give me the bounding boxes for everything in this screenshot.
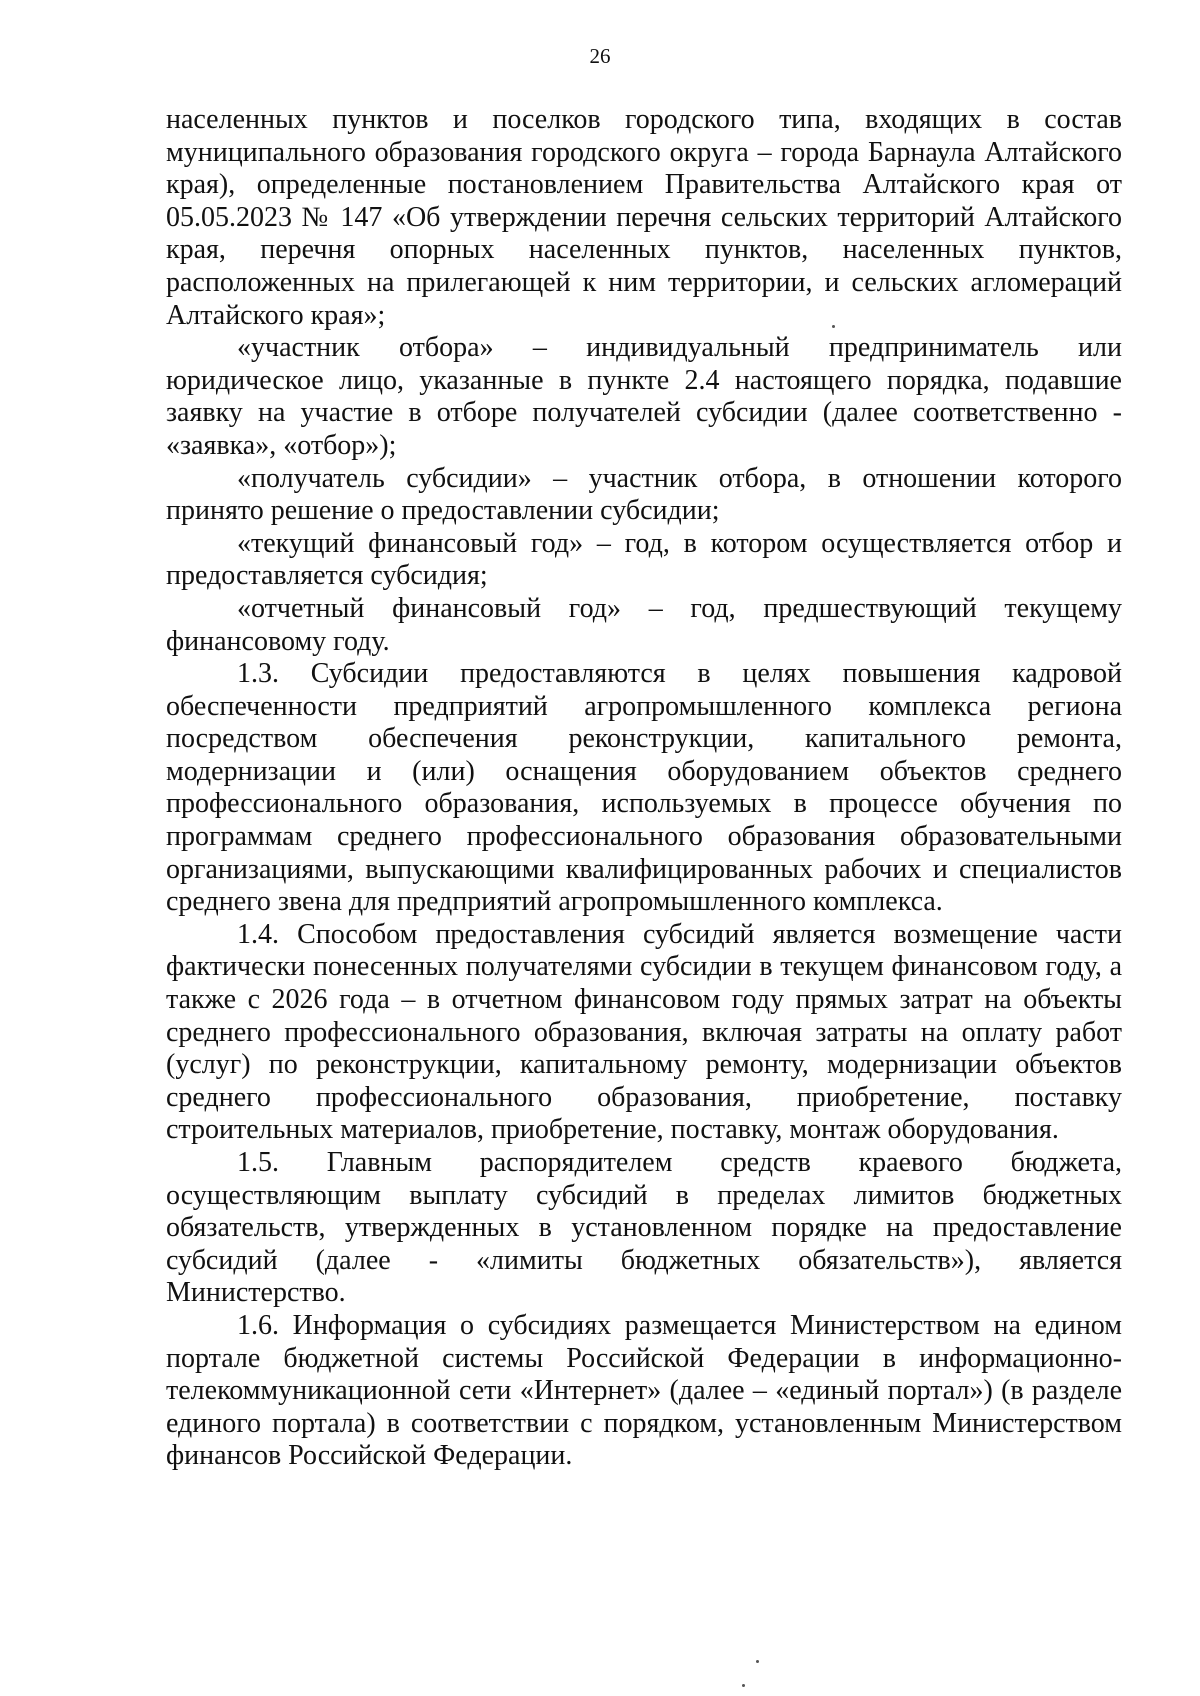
page-number: 26 — [589, 44, 611, 68]
paragraph-definition-current-year: «текущий финансовый год» – год, в котором осуществляется отбор и предоставляется субсидия; — [166, 527, 1122, 592]
paragraph-continuation: населенных пунктов и поселков городского типа, входящих в состав муниципального образования городского округа – города Барнаула Алтайского края), определенные постановлением Правительства Алтайского края от 05.05.2023 № 147 «Об утверждении перечня сельских территорий Алтайского края, перечня опорных населенных пунктов, населенных пунктов, расположенных на прилегающей к ним территории, и сельских агломераций Алтайского края»; — [166, 104, 1122, 331]
paragraph-1-6: 1.6. Информация о субсидиях размещается Министерством на едином портале бюджетной системы Российской Федерации в информационно-телекоммуникационной сети «Интернет» (далее – «единый портал») (в разделе единого портала) в соответствии с порядком, установленным Министерством финансов Российской Федерации. — [166, 1309, 1122, 1472]
document-body — [166, 104, 1122, 1473]
scan-speck — [756, 1660, 759, 1663]
paragraph-definition-recipient: «получатель субсидии» – участник отбора, в отношении которого принято решение о предоставлении субсидии; — [166, 462, 1122, 527]
paragraph-1-3: 1.3. Субсидии предоставляются в целях повышения кадровой обеспеченности предприятий агропромышленного комплекса региона посредством обеспечения реконструкции, капитального ремонта, модернизации и (или) оснащения оборудованием объектов среднего профессионального образования, используемых в процессе обучения по программам среднего профессионального образования образовательными организациями, выпускающими квалифицированных рабочих и специалистов среднего звена для предприятий агропромышленного комплекса. — [166, 658, 1122, 918]
paragraph-definition-participant: «участник отбора» – индивидуальный предприниматель или юридическое лицо, указанные в пункте 2.4 настоящего порядка, подавшие заявку на участие в отборе получателей субсидии (далее соответственно - «заявка», «отбор»); — [166, 332, 1122, 461]
paragraph-definition-reporting-year: «отчетный финансовый год» – год, предшествующий текущему финансовому году. — [166, 592, 1122, 657]
paragraph-1-5: 1.5. Главным распорядителем средств краевого бюджета, осуществляющим выплату субсидий в пределах лимитов бюджетных обязательств, утвержденных в установленном порядке на предоставление субсидий (далее - «лимиты бюджетных обязательств»), является Министерство. — [166, 1147, 1122, 1309]
paragraph-1-4: 1.4. Способом предоставления субсидий является возмещение части фактически понесенных получателями субсидии в текущем финансовом году, а также с 2026 года – в отчетном финансовом году прямых затрат на объекты среднего профессионального образования, включая затраты на оплату работ (услуг) по реконструкции, капитальному ремонту, модернизации объектов среднего профессионального образования, приобретение, поставку строительных материалов, приобретение, поставку, монтаж оборудования. — [166, 918, 1122, 1146]
scan-speck — [742, 1684, 745, 1687]
scan-speck — [832, 325, 835, 328]
